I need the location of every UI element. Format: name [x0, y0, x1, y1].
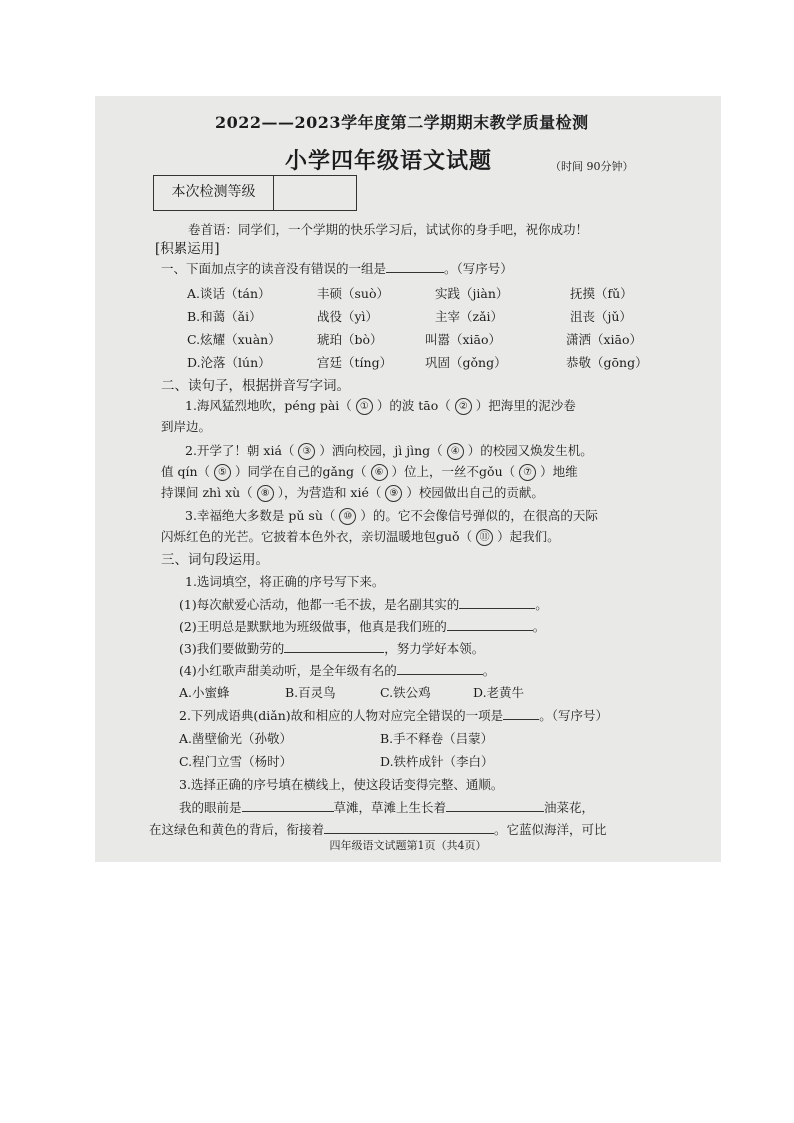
blank-marker-10: ⑩: [339, 508, 356, 525]
q1-stem: [161, 259, 513, 277]
text: ）地维: [540, 464, 578, 479]
text: ）位上，一丝不gǒu（: [391, 464, 516, 479]
text: ）校园做出自己的贡献。: [406, 485, 544, 500]
idiom-c: C.程门立雪（杨时）: [179, 754, 293, 769]
text: 。: [535, 597, 548, 612]
q2-sentence-2-line3: [161, 483, 544, 502]
q3-item-4: [179, 661, 495, 679]
time-note: （时间 90分钟）: [550, 160, 634, 173]
text: 闪烁红色的光芒。它披着本色外衣，亲切温暖地包guǒ（: [161, 529, 473, 544]
fill-blank[interactable]: [397, 662, 483, 675]
fill-blank[interactable]: [447, 618, 533, 631]
text: ）的波 tāo（: [376, 398, 451, 413]
text: (3)我们要做勤劳的: [179, 641, 285, 656]
text: ）的校园又焕发生机。: [467, 443, 593, 458]
text: 。: [482, 663, 496, 678]
option-b3: 主宰（zǎi）: [435, 309, 504, 324]
q3-item-3: [179, 639, 484, 657]
fill-blank[interactable]: [242, 799, 334, 812]
q3-sub1: 1.选词填空，将正确的序号写下来。: [185, 574, 385, 589]
option-a4: 抚摸（fǔ）: [570, 286, 633, 301]
text: ）起我们。: [497, 529, 560, 544]
q3-paragraph-line2: [149, 820, 607, 838]
q1-answer-blank[interactable]: [386, 260, 444, 273]
text: 2.开学了！朝 xiá（: [185, 443, 295, 458]
q2-sentence-2-line2: [161, 462, 578, 481]
blank-marker-5: ⑤: [214, 464, 231, 481]
q2-sentence-3: [185, 506, 598, 525]
text: 。它蓝似海洋，可比: [494, 822, 607, 837]
q2-sentence-1-cont: 到岸边。: [161, 419, 212, 434]
exam-title: 小学四年级语文试题: [285, 148, 493, 174]
text: ），为营造和 xié（: [277, 485, 382, 500]
option-d2: 宫廷（tíng）: [317, 355, 393, 370]
preface: 卷首语：同学们，一个学期的快乐学习后，试试你的身手吧，祝你成功！: [188, 222, 589, 237]
text: 。: [532, 619, 546, 634]
grade-box: [153, 175, 357, 211]
text: 在这绿色和黄色的背后，衔接着: [149, 822, 325, 837]
blank-marker-4: ④: [447, 443, 464, 460]
q3-paragraph-line1: [179, 798, 594, 816]
section-tag: [积累运用]: [155, 241, 220, 257]
text: 1.海风猛烈地吹，péng pài（: [185, 398, 352, 413]
exam-title-line1: 2022——2023学年度第二学期期末教学质量检测: [215, 113, 589, 132]
option-b2: 战役（yì）: [317, 309, 379, 324]
option-d3: 巩固（gǒng）: [425, 355, 507, 370]
q3-sub3: 3.选择正确的序号填在横线上，使这段话变得完整、通顺。: [179, 777, 504, 792]
q3-stem: 三、词句段运用。: [161, 552, 269, 568]
blank-marker-2: ②: [455, 398, 472, 415]
option-c1: C.炫耀（xuàn）: [187, 332, 281, 347]
choice-a: A.小蜜蜂: [179, 685, 230, 700]
option-a2: 丰硕（suò）: [317, 286, 389, 301]
text: ）洒向校园，jì jìng（: [319, 443, 443, 458]
q1-suffix: 。（写序号）: [444, 261, 513, 276]
page-footer: 四年级语文试题第1页（共4页）: [329, 839, 487, 852]
text: 3.幸福绝大多数是 pǔ sù（: [185, 508, 336, 523]
idiom-b: B.手不释卷（吕蒙）: [380, 731, 494, 746]
option-c2: 琥珀（bò）: [317, 332, 383, 347]
text: (1)每次献爱心活动，他都一毛不拔，是名副其实的: [179, 597, 460, 612]
text: 值 qín（: [161, 464, 211, 479]
option-b1: B.和蔼（ǎi）: [187, 309, 262, 324]
option-b4: 沮丧（jǔ）: [570, 309, 632, 324]
text: 我的眼前是: [179, 800, 242, 815]
blank-marker-11: ⑪: [476, 529, 493, 546]
option-c3: 叫嚣（xiāo）: [425, 332, 502, 347]
fill-blank[interactable]: [324, 821, 494, 834]
blank-marker-7: ⑦: [519, 464, 536, 481]
option-c4: 潇洒（xiāo）: [566, 332, 643, 347]
q3-item-2: [179, 617, 545, 635]
blank-marker-8: ⑧: [257, 485, 274, 502]
text: 。（写序号）: [539, 708, 608, 723]
blank-marker-1: ①: [356, 398, 373, 415]
idiom-d: D.铁杵成针（李白）: [380, 754, 494, 769]
text: ，努力学好本领。: [384, 641, 485, 656]
text: 2.下列成语典(diǎn)故和相应的人物对应完全错误的一项是: [179, 708, 504, 723]
q2-sentence-2: [185, 441, 593, 460]
choice-c: C.铁公鸡: [380, 685, 431, 700]
q2-sentence-3-line2: [161, 527, 560, 546]
text: (2)王明总是默默地为班级做事，他真是我们班的: [179, 619, 447, 634]
option-a1: A.谈话（tán）: [187, 286, 271, 301]
text: ）同学在自己的gǎng（: [235, 464, 367, 479]
text: ）把海里的泥沙卷: [475, 398, 576, 413]
choice-b: B.百灵鸟: [285, 685, 336, 700]
exam-sheet: [95, 96, 721, 862]
fill-blank[interactable]: [503, 707, 539, 720]
text: (4)小红歌声甜美动听，是全年级有名的: [179, 663, 397, 678]
text: 持课间 zhì xù（: [161, 485, 253, 500]
fill-blank[interactable]: [284, 640, 384, 653]
q1-stem-text: 一、下面加点字的读音没有错误的一组是: [161, 261, 387, 276]
fill-blank[interactable]: [459, 596, 535, 609]
option-d1: D.沦落（lún）: [187, 355, 271, 370]
text: 草滩，草滩上生长着: [333, 800, 447, 815]
fill-blank[interactable]: [446, 799, 544, 812]
blank-marker-6: ⑥: [371, 464, 388, 481]
choice-d: D.老黄牛: [473, 685, 525, 700]
option-a3: 实践（jiàn）: [435, 286, 509, 301]
q3-sub2: [179, 706, 608, 724]
option-d4: 恭敬（gōng）: [566, 355, 648, 370]
q3-item-1: [179, 595, 548, 613]
blank-marker-9: ⑨: [385, 485, 402, 502]
grade-label: 本次检测等级: [154, 176, 274, 210]
q2-sentence-1: [185, 396, 576, 415]
blank-marker-3: ③: [298, 443, 315, 460]
text: 油菜花，: [544, 800, 595, 815]
idiom-a: A.凿壁偷光（孙敬）: [179, 731, 293, 746]
q2-stem: 二、读句子，根据拼音写字词。: [161, 378, 350, 394]
text: ）的。它不会像信号弹似的，在很高的天际: [360, 508, 598, 523]
